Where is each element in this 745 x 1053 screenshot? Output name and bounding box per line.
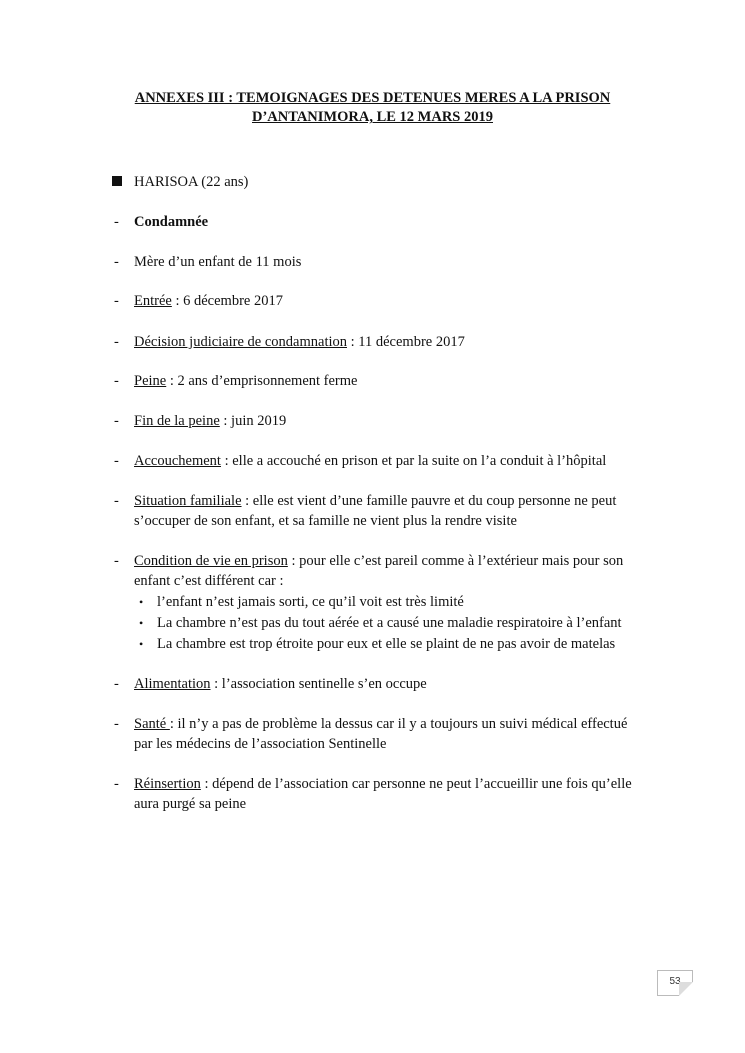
health-text: : il n’y a pas de problème la dessus car il y a toujours un suivi médical effectué [169, 716, 628, 732]
entry-text: : 6 décembre 2017 [171, 293, 283, 309]
dash-marker: - [114, 776, 119, 792]
page-curl-icon [679, 982, 693, 996]
page-number: 53 [669, 976, 681, 987]
food-label: Alimentation [134, 676, 211, 692]
decision-item [134, 332, 465, 352]
birth-label: Accouchement [134, 453, 221, 469]
page-number-box [657, 970, 693, 996]
dash-marker: - [114, 413, 119, 429]
document-title [0, 89, 745, 127]
living-text-continued: enfant c’est différent car : [134, 573, 284, 589]
dash-marker: - [114, 334, 119, 350]
dash-marker: - [114, 493, 119, 509]
bullet-icon: • [139, 595, 144, 609]
dash-marker: - [114, 373, 119, 389]
health-text-continued: par les médecins de l’association Sentinelle [134, 736, 387, 752]
dash-marker: - [114, 214, 119, 230]
sentence-text: : 2 ans d’emprisonnement ferme [166, 373, 358, 389]
decision-text: : 11 décembre 2017 [347, 334, 465, 350]
dash-marker: - [114, 254, 119, 270]
sentence-item [134, 371, 357, 391]
title-line-1: ANNEXES III : TEMOIGNAGES DES DETENUES MERES A LA PRISON [134, 90, 611, 106]
health-label: Santé [134, 716, 170, 732]
living-bullet-1: l’enfant n’est jamais sorti, ce qu’il voit est très limité [157, 594, 464, 610]
family-item [134, 491, 616, 511]
end-item [134, 411, 286, 431]
living-label: Condition de vie en prison [134, 553, 288, 569]
status-item: Condamnée [134, 214, 209, 230]
health-item [134, 714, 627, 734]
decision-label: Décision judiciaire de condamnation [134, 334, 347, 350]
reinsertion-item [134, 774, 632, 794]
mother-item: Mère d’un enfant de 11 mois [134, 254, 302, 270]
living-bullet-3: La chambre est trop étroite pour eux et elle se plaint de ne pas avoir de matelas [157, 636, 616, 652]
family-text-continued: s’occuper de son enfant, et sa famille ne vient plus la rendre visite [134, 513, 517, 529]
birth-text: : elle a accouché en prison et par la suite on l’a conduit à l’hôpital [220, 453, 607, 469]
reinsertion-text-continued: aura purgé sa peine [134, 796, 247, 812]
family-text: : elle est vient d’une famille pauvre et du coup personne ne peut [241, 493, 617, 509]
family-label: Situation familiale [134, 493, 242, 509]
living-text: : pour elle c’est pareil comme à l’extérieur mais pour son [287, 553, 624, 569]
square-bullet-icon [112, 176, 122, 186]
person-heading: HARISOA (22 ans) [134, 174, 249, 190]
entry-label: Entrée [134, 293, 172, 309]
dash-marker: - [114, 553, 119, 569]
title-line-2: D’ANTANIMORA, LE 12 MARS 2019 [252, 109, 493, 125]
reinsertion-label: Réinsertion [134, 776, 201, 792]
dash-marker: - [114, 676, 119, 692]
birth-item [134, 451, 606, 471]
food-text: : l’association sentinelle s’en occupe [210, 676, 427, 692]
end-label: Fin de la peine [134, 413, 220, 429]
living-bullet-2: La chambre n’est pas du tout aérée et a causé une maladie respiratoire à l’enfant [157, 615, 622, 631]
living-item [134, 551, 623, 571]
reinsertion-text: : dépend de l’association car personne ne peut l’accueillir une fois qu’elle [200, 776, 632, 792]
bullet-icon: • [139, 616, 144, 630]
end-text: : juin 2019 [219, 413, 287, 429]
dash-marker: - [114, 293, 119, 309]
dash-marker: - [114, 453, 119, 469]
entry-item [134, 291, 283, 311]
dash-marker: - [114, 716, 119, 732]
bullet-icon: • [139, 637, 144, 651]
food-item [134, 674, 427, 694]
sentence-label: Peine [134, 373, 167, 389]
